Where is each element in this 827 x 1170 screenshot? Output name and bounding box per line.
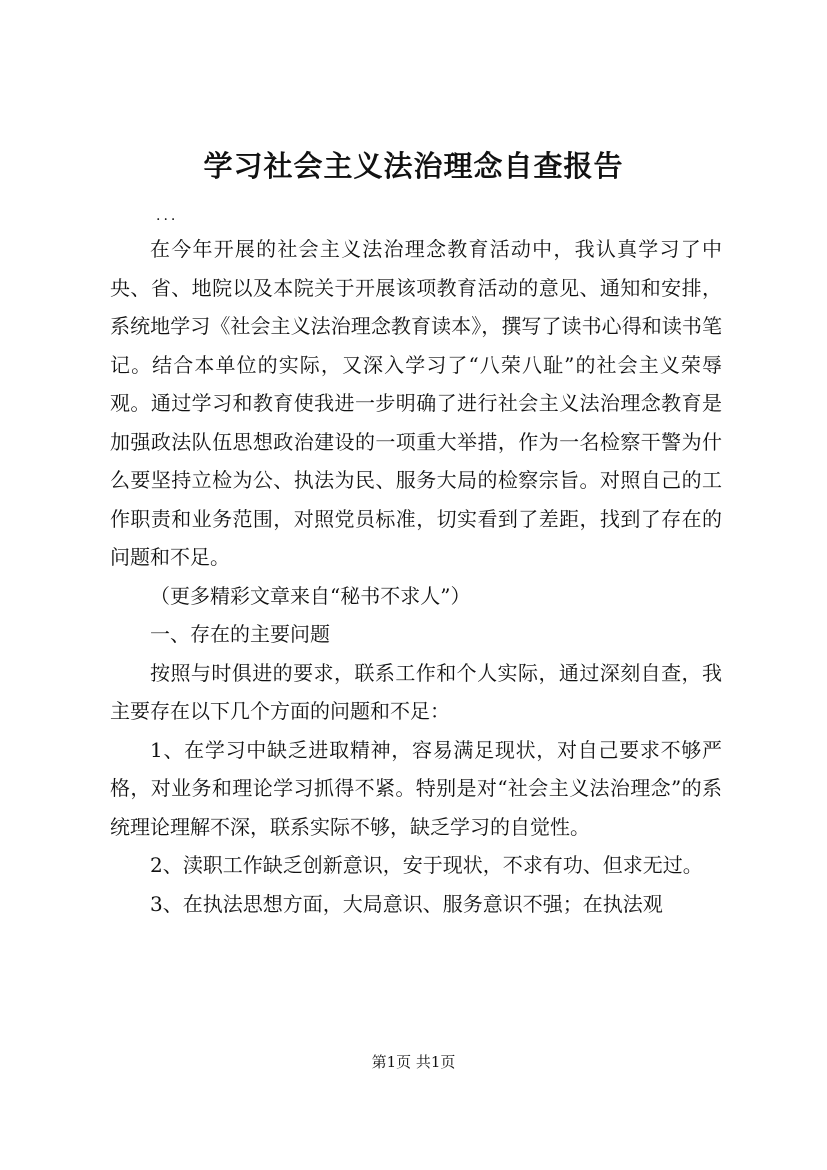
paragraph-item-1: 1、在学习中缺乏进取精神，容易满足现状，对自己要求不够严格，对业务和理论学习抓得不紧。特别是对“社会主义法治理念”的系统理论理解不深，联系实际不够，缺乏学习的自觉性。: [110, 737, 722, 839]
paragraph-item-2: 2、渎职工作缺乏创新意识，安于现状，不求有功、但求无过。: [150, 853, 703, 877]
page-title: 学习社会主义法治理念自查报告: [203, 149, 624, 183]
paragraph-overview: 按照与时俱进的要求，联系工作和个人实际，通过深刻自查，我主要存在以下几个方面的问题和不足：: [110, 660, 722, 723]
section-heading: 一、存在的主要问题: [150, 622, 330, 646]
paragraph-item-3: 3、在执法思想方面，大局意识、服务意识不强；在执法观: [150, 891, 663, 916]
document-body: [110, 230, 722, 923]
paragraph-intro: 在今年开展的社会主义法治理念教育活动中，我认真学习了中央、省、地院以及本院关于开展该项教育活动的意见、通知和安排，系统地学习《社会主义法治理念教育读本》，撰写了读书心得和读书笔记。结合本单位的实际，又深入学习了“八荣八耻”的社会主义荣辱观。通过学习和教育使我进一步明确了进行社会主义法治理念教育是加强政法队伍思想政治建设的一项重大举措，作为一名检察干警为什么要坚持立检为公、执法为民、服务大局的检察宗旨。对照自己的工作职责和业务范围，对照党员标准，切实看到了差距，找到了存在的问题和不足。: [110, 237, 722, 569]
page-footer: 第1页 共1页: [371, 1053, 456, 1071]
ellipsis-marker: ...: [156, 208, 179, 224]
paragraph-source-note: （更多精彩文章来自“秘书不求人”）: [150, 583, 471, 608]
